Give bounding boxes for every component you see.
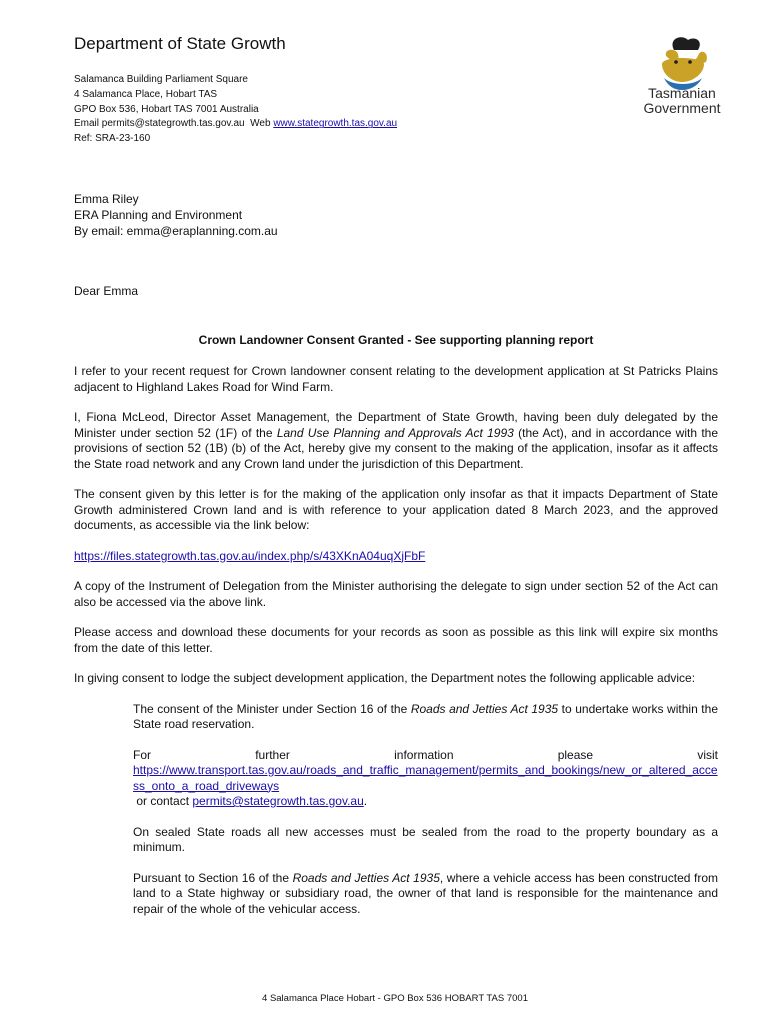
paragraph-advice-intro: In giving consent to lodge the subject development application, the Department notes the following applicable advice: <box>74 671 696 685</box>
reference-number: Ref: SRA-23-160 <box>74 133 151 145</box>
logo-line-2: Government <box>643 100 721 116</box>
documents-link[interactable]: https://files.stategrowth.tas.gov.au/index.php/s/43XKnA04uqXjFbF <box>74 548 426 563</box>
paragraph-download: Please access and download these documents for your records as soon as possible as this link will expire six months from the date of this letter. <box>74 625 718 655</box>
contact-line <box>74 117 397 132</box>
advice-item-sealed-roads: On sealed State roads all new accesses must be sealed from the road to the property boundary as a minimum. <box>133 824 718 854</box>
paragraph-request: I refer to your recent request for Crown landowner consent relating to the development application at St Patricks Plains adjacent to Highland Lakes Road for Wind Farm. <box>74 364 718 394</box>
sender-address <box>74 73 397 147</box>
paragraph-link <box>74 549 718 565</box>
visit-line: For further information please visit <box>133 747 718 762</box>
recipient-block <box>74 191 278 239</box>
permits-email-link[interactable]: permits@stategrowth.tas.gov.au <box>192 794 364 808</box>
department-title: Department of State Growth <box>74 34 286 53</box>
recipient-company: ERA Planning and Environment <box>74 208 243 222</box>
web-link[interactable]: www.stategrowth.tas.gov.au <box>273 118 398 130</box>
address-line: GPO Box 536, Hobart TAS 7001 Australia <box>74 103 259 115</box>
salutation: Dear Emma <box>74 284 139 298</box>
recipient-email: By email: emma@eraplanning.com.au <box>74 224 278 238</box>
address-line: 4 Salamanca Place, Hobart TAS <box>74 88 218 100</box>
letter-body <box>74 364 718 932</box>
paragraph-consent-scope: The consent given by this letter is for the making of the application only insofar as that it impacts Department of State Growth administered Crown land and is with reference to your application dated 8 March 2023, and the approved documents, as accessible via the link below: <box>74 487 718 532</box>
subject-heading: Crown Landowner Consent Granted - See supporting planning report <box>198 333 594 347</box>
advice-item-minister-consent: The consent of the Minister under Section 16 of the Roads and Jetties Act 1935 to undertake works within the State road reservation. <box>133 701 718 731</box>
advice-item-maintenance: Pursuant to Section 16 of the Roads and Jetties Act 1935, where a vehicle access has been constructed from land to a State highway or subsidiary road, the owner of that land is responsible for the maintenance and repair of the whole of the vehicular access. <box>133 870 718 916</box>
paragraph-instrument: A copy of the Instrument of Delegation from the Minister authorising the delegate to sign under section 52 of the Act can also be accessed via the above link. <box>74 579 718 609</box>
email-text: Email permits@stategrowth.tas.gov.au Web <box>74 118 274 130</box>
logo-line-1: Tasmanian <box>648 85 716 101</box>
page-footer: 4 Salamanca Place Hobart - GPO Box 536 HOBART TAS 7001 <box>262 993 528 1004</box>
recipient-name: Emma Riley <box>74 192 139 206</box>
paragraph-delegation: I, Fiona McLeod, Director Asset Management, the Department of State Growth, having been duly delegated by the Minister under section 52 (1F) of the Land Use Planning and Approvals Act 1993 (the Act), and in accordance with the provisions of section 52 (1B) (b) of the Act, hereby give my consent to the making of the application, insofar as it affects the State road network and any Crown land under the jurisdiction of this Department. <box>74 410 718 471</box>
address-line: Salamanca Building Parliament Square <box>74 74 248 85</box>
advice-item-further-info: For further information please visit https://www.transport.tas.gov.au/roads_and_traffic_management/permits_and_bookings/new_or_altered_access_onto_a_road_driveways or contact permits@stategrowth.tas.gov.au. <box>133 747 718 808</box>
logo-wordmark <box>632 86 732 116</box>
transport-permits-link[interactable]: https://www.transport.tas.gov.au/roads_and_traffic_management/permits_and_bookings/new_or_altered_access_onto_a_road_driveways <box>133 763 718 793</box>
